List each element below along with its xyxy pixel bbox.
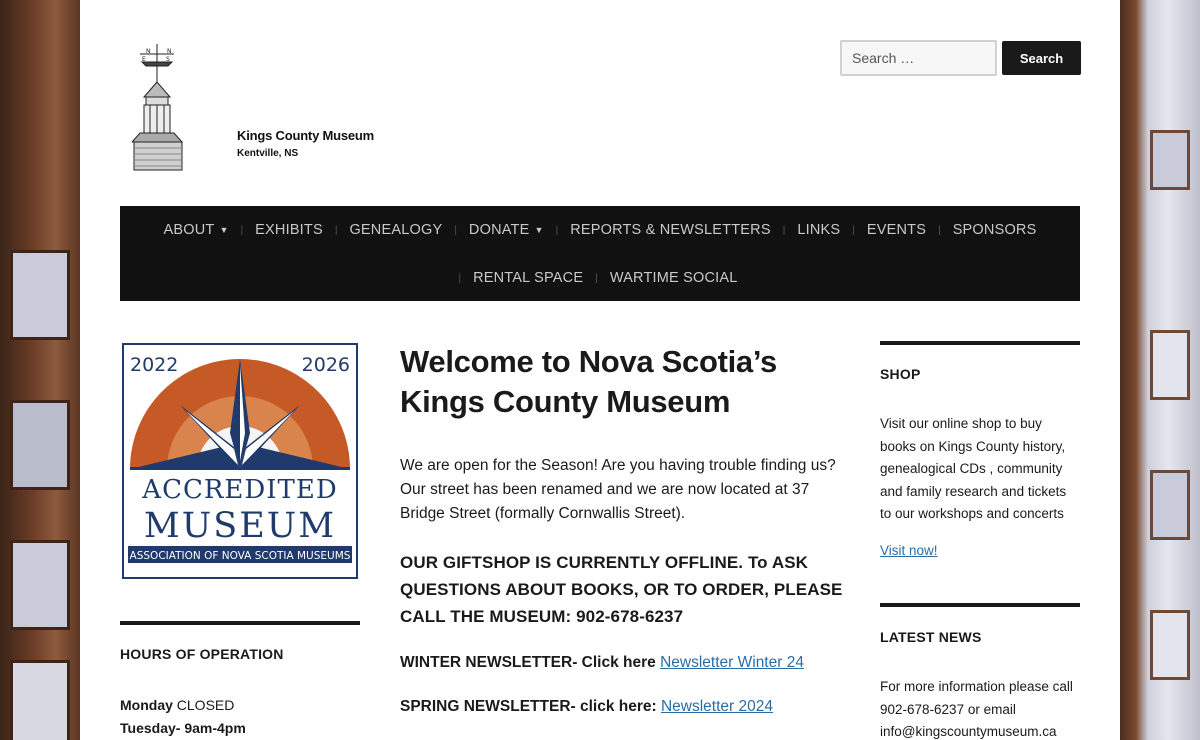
nav-item-rental-space[interactable]: RENTAL SPACE — [473, 270, 584, 286]
hours-tuesday: Tuesday- 9am-4pm — [120, 720, 246, 736]
shop-description: Visit our online shop to buy books on Kings County history, genealogical CDs , community and family research and tickets to our workshops and concerts — [880, 416, 1067, 521]
shop-rule — [880, 341, 1080, 345]
search-form — [840, 40, 1081, 76]
nav-separator: | — [852, 224, 855, 236]
badge-line1: ACCREDITED — [142, 475, 338, 505]
winter-newsletter-link[interactable]: Newsletter Winter 24 — [660, 654, 804, 671]
page-container — [80, 0, 1120, 740]
nav-separator: | — [240, 224, 244, 236]
site-title: Kings County Museum — [237, 128, 375, 143]
shop-title: SHOP — [880, 366, 921, 382]
spring-newsletter-link[interactable]: Newsletter 2024 — [660, 698, 773, 715]
main-navigation — [120, 206, 1080, 301]
nav-item-about[interactable] — [156, 219, 237, 241]
nav-item-sponsors[interactable]: SPONSORS — [952, 222, 1037, 238]
latest-news-title: LATEST NEWS — [880, 629, 982, 645]
nav-item-genealogy[interactable]: GENEALOGY — [349, 222, 443, 238]
nav-item-label: DONATE — [468, 222, 530, 238]
search-button[interactable]: Search — [1002, 41, 1081, 75]
nav-row-1 — [120, 219, 1080, 241]
hours-list — [120, 694, 246, 740]
nav-separator: | — [458, 272, 462, 284]
latest-news-text: For more information please call 902-678-6237 or email info@kingscountymuseum.ca — [880, 679, 1073, 739]
nav-separator: | — [454, 224, 457, 236]
weathervane-cupola-icon — [132, 42, 192, 174]
nav-item-exhibits[interactable]: EXHIBITS — [255, 222, 323, 238]
search-input[interactable] — [840, 40, 997, 76]
nav-item-wartime-social[interactable]: WARTIME SOCIAL — [609, 270, 738, 286]
page-title: Welcome to Nova Scotia’s Kings County Museum — [400, 344, 777, 419]
chevron-down-icon: ▼ — [534, 225, 544, 235]
news-rule — [880, 603, 1080, 607]
nav-separator: | — [938, 224, 941, 236]
nav-separator: | — [334, 224, 338, 236]
nav-item-donate[interactable] — [461, 219, 552, 241]
spring-newsletter-label: SPRING NEWSLETTER- click here: — [400, 698, 657, 715]
giftshop-notice: OUR GIFTSHOP IS CURRENTLY OFFLINE. To ASK QUESTIONS ABOUT BOOKS, OR TO ORDER, PLEASE CALL THE MUSEUM: 902-678-6237 — [400, 553, 843, 626]
hours-monday-value: CLOSED — [176, 697, 235, 713]
svg-text:E: E — [142, 56, 146, 63]
winter-newsletter-label: WINTER NEWSLETTER- Click here — [400, 654, 656, 671]
svg-text:N: N — [146, 48, 151, 55]
badge-line2: MUSEUM — [143, 506, 337, 546]
nav-separator: | — [782, 224, 786, 236]
nav-item-label: ABOUT — [163, 222, 215, 238]
badge-association: ASSOCIATION OF NOVA SCOTIA MUSEUMS — [129, 550, 351, 562]
hours-monday-day: Monday — [120, 697, 173, 713]
background-window-left — [0, 0, 80, 740]
hours-title: HOURS OF OPERATION — [120, 646, 284, 662]
badge-year-end: 2026 — [301, 354, 350, 376]
nav-separator: | — [595, 272, 598, 284]
shop-visit-link[interactable]: Visit now! — [880, 543, 938, 558]
winter-newsletter-line — [400, 654, 804, 672]
badge-year-start: 2022 — [130, 354, 179, 376]
chevron-down-icon: ▼ — [219, 225, 229, 235]
nav-separator: | — [555, 224, 559, 236]
nav-item-links[interactable]: LINKS — [797, 222, 841, 238]
svg-text:N: N — [167, 48, 172, 55]
background-window-right — [1120, 0, 1200, 740]
hours-rule — [120, 621, 360, 625]
site-subtitle: Kentville, NS — [237, 148, 299, 159]
nav-item-events[interactable]: EVENTS — [866, 222, 927, 238]
nav-row-2 — [120, 267, 1080, 289]
spring-newsletter-line — [400, 698, 773, 716]
nav-item-reports-newsletters[interactable]: REPORTS & NEWSLETTERS — [570, 222, 771, 238]
svg-text:S: S — [166, 56, 170, 63]
intro-paragraph: We are open for the Season! Are you having trouble finding us? Our street has been renamed and we are now located at 37 Bridge Street (formally Cornwallis Street). — [400, 457, 836, 522]
site-logo[interactable] — [132, 42, 375, 174]
accredited-museum-badge — [122, 343, 358, 579]
